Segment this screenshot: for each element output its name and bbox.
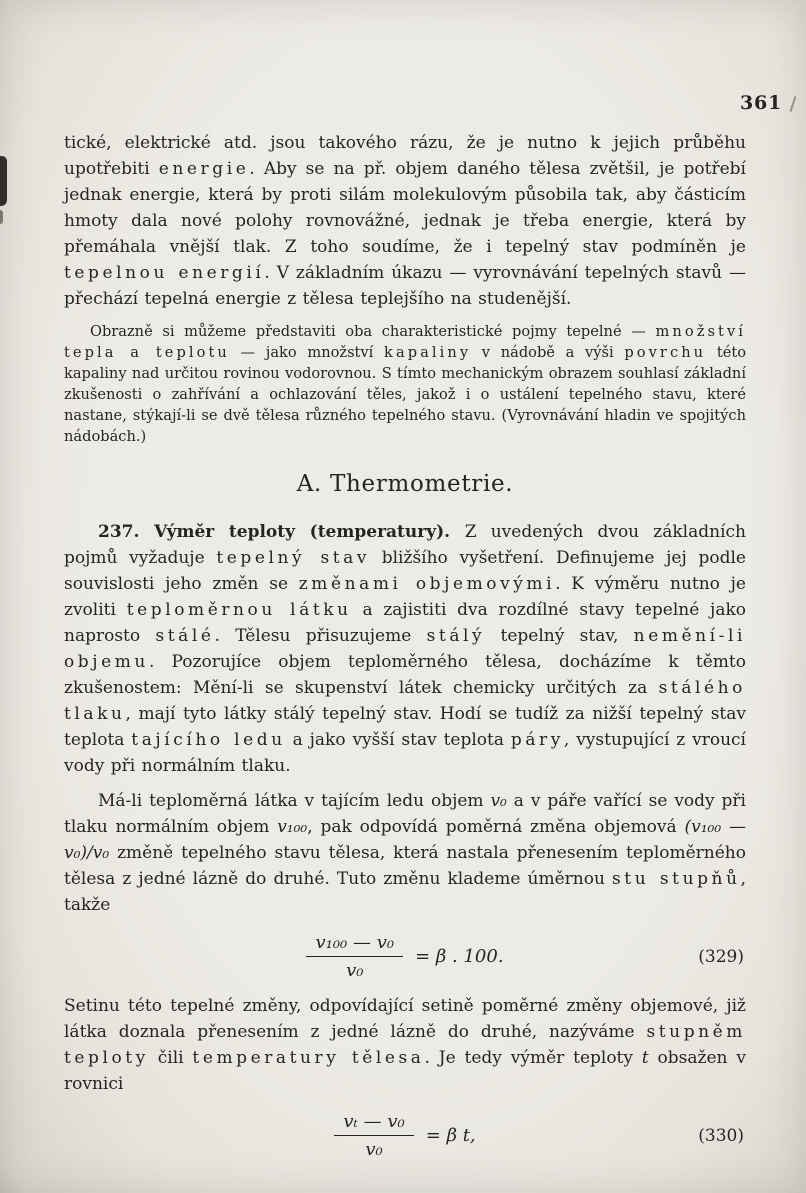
text-segment: čili [148,1048,193,1068]
text-segment: Setinu této tepelné změny, odpovídající setině poměrné změny objemové, již látka doznala přenesením z jedné lázně do druhé, nazýváme [64,996,746,1042]
text-segment: změnami objemovými [298,574,556,594]
paragraph-continuation [64,130,746,312]
section-heading: A. Thermometrie. [296,471,514,497]
text-segment: páry [510,730,564,750]
text-segment: . V základním úkazu — vyrovnávání tepelných stavů — přechází tepelná energie z tělesa teplejšího na studenější. [64,263,747,309]
text-segment: energie [158,159,250,179]
text-segment: , vystupující z vroucí vody při normálním tlaku. [64,730,746,776]
fraction-denominator: v₀ [346,960,364,981]
text-segment: tepelný stav, [485,626,634,646]
fraction-numerator: vₜ — v₀ [334,1111,413,1136]
text-segment: v₀ [490,791,507,811]
paragraph-illustration-note [64,321,746,447]
text-segment: stupněm teploty [64,1022,746,1068]
fraction [306,932,403,981]
text-segment: . Tělesu přisuzujeme [214,626,427,646]
text-segment: , mají tyto látky stálý tepelný stav. Hodí se tudíž za nižší tepelný stav teplota [64,704,746,750]
text-segment: v nádobě a výši [471,344,625,361]
text-segment: množství tepla a teplotu [64,323,746,361]
text-segment: obsažen v rovnici [64,1048,746,1094]
equation-330 [64,1111,746,1160]
scan-mark [790,96,797,112]
text-segment: v₁₀₀ [277,817,308,837]
fraction [334,1111,413,1160]
text-segment: . Aby se na př. objem daného tělesa zvětšil, je potřebí jednak energie, která by proti silám molekulovým působila tak, aby částicím hmoty dala nové polohy rovnovážné, jednak je třeba energie, která by přemáhala vnější tlak. Z toho soudíme, že i tepelný stav podmíněn je [64,159,746,257]
text-segment: bližšího vyšetření. Definujeme jej podle souvislosti jeho změn se [64,548,746,594]
text-segment: Obrazně si můžeme představiti oba charakteristické pojmy tepelné — [90,323,656,340]
text-segment: (v₁₀₀ — v₀)/v₀ [64,817,746,863]
page-content [64,130,746,1172]
text-segment: a v páře vařící se vody při tlaku normálním objem [64,791,746,837]
text-segment: Má-li teploměrná látka v tajícím ledu objem [98,791,491,811]
scan-smudge-small [0,210,3,224]
paragraph-237 [64,519,746,779]
text-segment: , takže [64,869,746,915]
fraction-numerator: v₁₀₀ — v₀ [306,932,403,957]
paragraph-volume-change [64,788,746,918]
text-segment: , pak odpovídá poměrná změna objemová [307,817,685,837]
text-segment: nemění-li objemu [64,626,746,672]
fraction-denominator: v₀ [365,1139,383,1160]
text-segment: stálého tlaku [64,678,746,724]
text-segment: kapaliny [384,344,472,361]
text-segment: změně tepelného stavu tělesa, která nastala přenesením teploměrného tělesa z jedné lázně do druhé. Tuto změnu klademe úměrnou [64,843,746,889]
text-segment: a jako vyšší stav teplota [285,730,511,750]
equation-number: (329) [698,946,744,967]
text-segment: tepelný stav [216,548,371,568]
scan-smudge [0,156,7,206]
text-segment: stu stupňů [612,869,741,889]
text-segment: tepelnou energií [64,263,265,283]
text-segment: temperatury tělesa [192,1048,425,1068]
text-segment: teploměrnou látku [126,600,352,620]
text-segment: t [641,1048,649,1068]
equation-right-side: = β . 100. [415,946,504,967]
text-segment: . K výměru nutno je zvoliti [64,574,746,620]
text-segment: povrchu [624,344,707,361]
text-segment: 237. Výměr teploty (temperatury). [98,522,465,542]
paragraph-degree-definition [64,993,746,1097]
text-segment: stálý [426,626,486,646]
equation-329 [64,932,746,981]
text-segment: tické, elektrické atd. jsou takového rázu, že je nutno k jejich průběhu upotřebiti [64,133,746,179]
text-segment: Z uvedených dvou základních pojmů vyžaduje [64,522,746,568]
text-segment: a zajistiti dva rozdílné stavy tepelné jako naprosto [64,600,746,646]
text-segment: tajícího ledu [131,730,286,750]
text-segment: stálé [155,626,215,646]
text-segment: . Je tedy výměr teploty [424,1048,642,1068]
equation-right-side: = β t, [425,1125,476,1146]
text-segment: — jako množství [229,344,385,361]
equation-number: (330) [698,1125,744,1146]
text-segment: této kapaliny nad určitou rovinou vodorovnou. S tímto mechanickým obrazem souhlasí základní zkušenosti o zahřívání a ochlazování těles, jakož i o ustálení tepelného stavu, které nastane, stýkají-li se dvě tělesa různého tepelného stavu. (Vyrovnávání hladin ve spojitých nádobách.) [64,344,746,445]
page-number: 361 [740,92,782,114]
text-segment: . Pozorujíce objem teploměrného tělesa, docházíme k těmto zkušenostem: Mění-li se skupenství látek chemicky určitých za [64,652,746,698]
